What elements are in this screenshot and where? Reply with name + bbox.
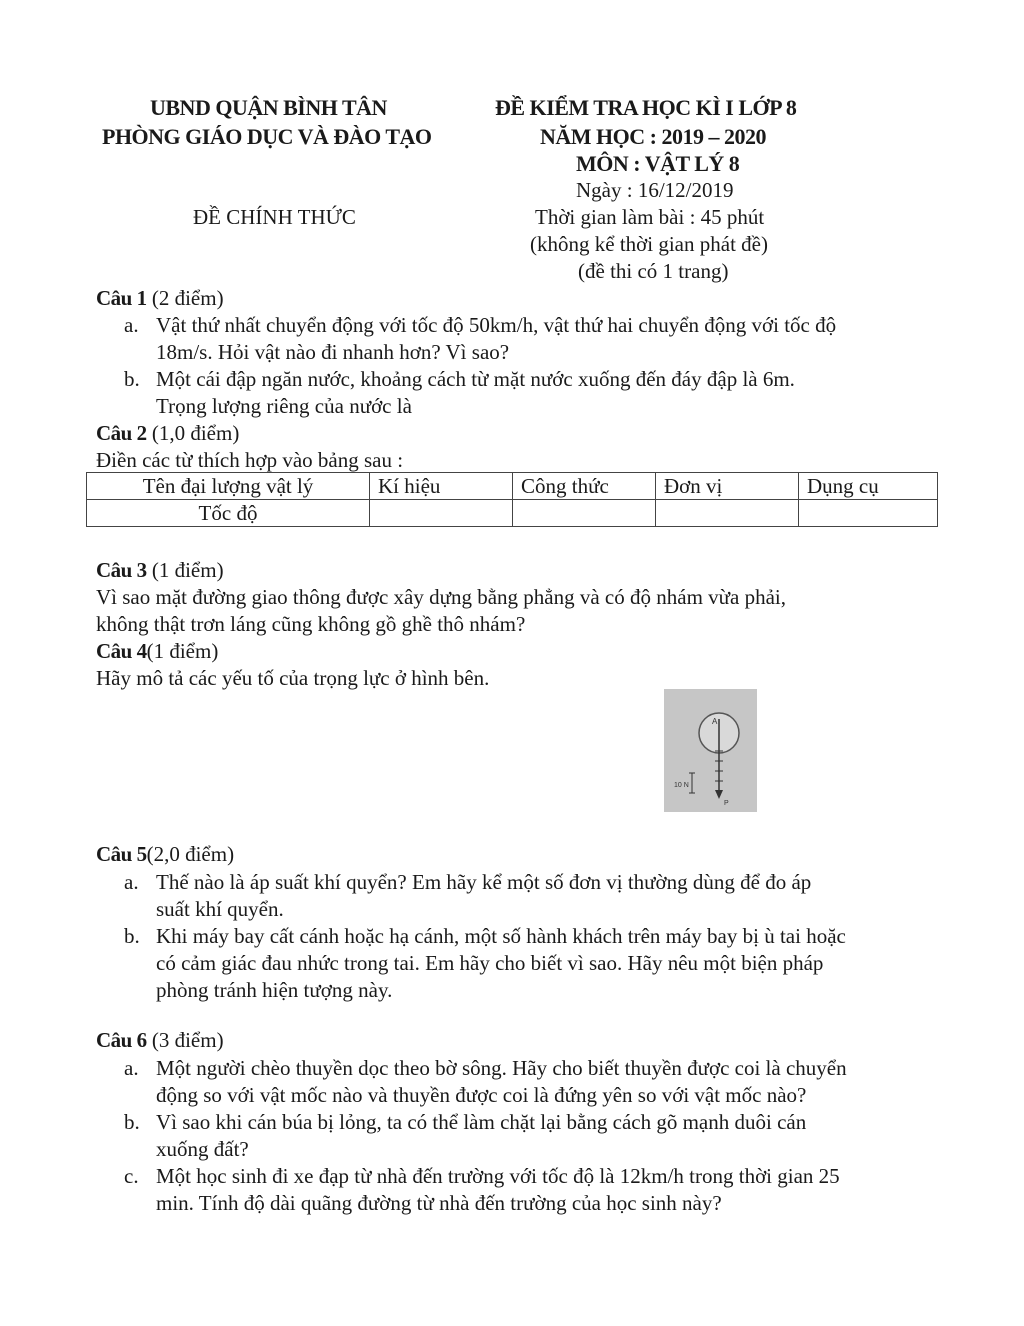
q3-line1: Vì sao mặt đường giao thông được xây dựng bằng phẳng và có độ nhám vừa phải, — [96, 585, 787, 609]
q5-b-line1: Khi máy bay cất cánh hoặc hạ cánh, một số hành khách trên máy bay bị ù tai hoặc — [156, 924, 846, 948]
q2-points: (1,0 điểm) — [151, 421, 240, 445]
q5-b-line3: phòng tránh hiện tượng này. — [156, 978, 393, 1002]
point-label: A — [712, 717, 718, 726]
q6-item-c — [124, 1164, 944, 1218]
q1-a-line1: Vật thứ nhất chuyển động với tốc độ 50km/h, vật thứ hai chuyển động với tốc độ — [156, 313, 837, 337]
q5-label: Câu 5 — [96, 842, 147, 866]
q5-b-line2: có cảm giác đau nhức trong tai. Em hãy cho biết vì sao. Hãy nêu một biện pháp — [156, 951, 824, 975]
table-header-row — [87, 473, 938, 500]
q1-b-label: b. — [124, 367, 140, 391]
office-name: PHÒNG GIÁO DỤC VÀ ĐÀO TẠO — [102, 124, 432, 149]
q5-a-label: a. — [124, 870, 139, 894]
q5-points: (2,0 điểm) — [146, 842, 235, 866]
q5-a-line2: suất khí quyển. — [156, 897, 284, 921]
q5-title — [96, 842, 234, 867]
subject: MÔN : VẬT LÝ 8 — [576, 151, 740, 176]
table-header-cell: Đơn vị — [656, 473, 799, 500]
q6-label: Câu 6 — [96, 1028, 147, 1052]
vector-label: P — [724, 800, 729, 807]
table-header-cell: Công thức — [513, 473, 656, 500]
official-label: ĐỀ CHÍNH THỨC — [193, 205, 356, 229]
q4-points: (1 điểm) — [146, 639, 219, 663]
table-cell-quantity: Tốc độ — [87, 500, 370, 527]
q6-title — [96, 1028, 224, 1053]
q4-line1: Hãy mô tả các yếu tố của trọng lực ở hình bên. — [96, 666, 490, 690]
physics-quantity-table — [86, 472, 938, 527]
q1-title — [96, 286, 224, 311]
q6-b-line1: Vì sao khi cán búa bị lỏng, ta có thể làm chặt lại bằng cách gõ mạnh duôi cán — [156, 1110, 807, 1134]
q5-a-line1: Thế nào là áp suất khí quyển? Em hãy kể một số đơn vị thường dùng để đo áp — [156, 870, 812, 894]
table-cell-formula[interactable] — [513, 500, 656, 527]
q2-instruction: Điền các từ thích hợp vào bảng sau : — [96, 448, 404, 472]
q6-a-line1: Một người chèo thuyền dọc theo bờ sông. Hãy cho biết thuyền được coi là chuyển — [156, 1056, 847, 1080]
q1-item-a — [124, 313, 944, 367]
q5-item-a — [124, 870, 944, 924]
q6-a-label: a. — [124, 1056, 139, 1080]
q1-a-line2: 18m/s. Hỏi vật nào đi nhanh hơn? Vì sao? — [156, 340, 510, 364]
q6-item-a — [124, 1056, 944, 1110]
q5-b-label: b. — [124, 924, 140, 948]
q1-b-line2: Trọng lượng riêng của nước là — [156, 394, 412, 418]
q3-title — [96, 558, 224, 583]
q6-a-line2: động so với vật mốc nào và thuyền được coi là đứng yên so với vật mốc nào? — [156, 1083, 807, 1107]
q3-line2: không thật trơn láng cũng không gồ ghề thô nhám? — [96, 612, 526, 636]
q1-label: Câu 1 — [96, 286, 147, 310]
exam-date: Ngày : 16/12/2019 — [576, 178, 734, 202]
q6-b-line2: xuống đất? — [156, 1137, 249, 1161]
scale-label: 10 N — [674, 782, 689, 789]
table-row — [87, 500, 938, 527]
q1-points: (2 điểm) — [151, 286, 224, 310]
table-cell-unit[interactable] — [656, 500, 799, 527]
q6-c-label: c. — [124, 1164, 139, 1188]
table-cell-symbol[interactable] — [370, 500, 513, 527]
q1-a-label: a. — [124, 313, 139, 337]
q6-points: (3 điểm) — [151, 1028, 224, 1052]
q3-points: (1 điểm) — [151, 558, 224, 582]
department-name: UBND QUẬN BÌNH TÂN — [150, 95, 387, 120]
q2-label: Câu 2 — [96, 421, 147, 445]
gravity-force-figure — [664, 689, 757, 812]
exam-title: ĐỀ KIỂM TRA HỌC KÌ I LỚP 8 — [495, 95, 797, 120]
table-header-cell: Tên đại lượng vật lý — [87, 473, 370, 500]
q2-title — [96, 421, 239, 446]
table-header-cell: Dụng cụ — [799, 473, 938, 500]
q6-c-line2: min. Tính độ dài quãng đường từ nhà đến trường của học sinh này? — [156, 1191, 722, 1215]
q4-title — [96, 639, 218, 664]
duration-note: (không kể thời gian phát đề) — [530, 232, 768, 256]
gravity-diagram — [664, 689, 757, 812]
q5-item-b — [124, 924, 944, 1005]
table-header-cell: Kí hiệu — [370, 473, 513, 500]
page-note: (đề thi có 1 trang) — [578, 259, 729, 283]
q3-label: Câu 3 — [96, 558, 147, 582]
q6-c-line1: Một học sinh đi xe đạp từ nhà đến trường với tốc độ là 12km/h trong thời gian 25 — [156, 1164, 840, 1188]
q4-label: Câu 4 — [96, 639, 147, 663]
q1-b-line1: Một cái đập ngăn nước, khoảng cách từ mặt nước xuống đến đáy đập là 6m. — [156, 367, 795, 391]
q6-item-b — [124, 1110, 944, 1164]
q6-b-label: b. — [124, 1110, 140, 1134]
q1-item-b — [124, 367, 944, 421]
table-cell-instrument[interactable] — [799, 500, 938, 527]
exam-duration: Thời gian làm bài : 45 phút — [535, 205, 765, 229]
school-year: NĂM HỌC : 2019 – 2020 — [540, 124, 766, 149]
